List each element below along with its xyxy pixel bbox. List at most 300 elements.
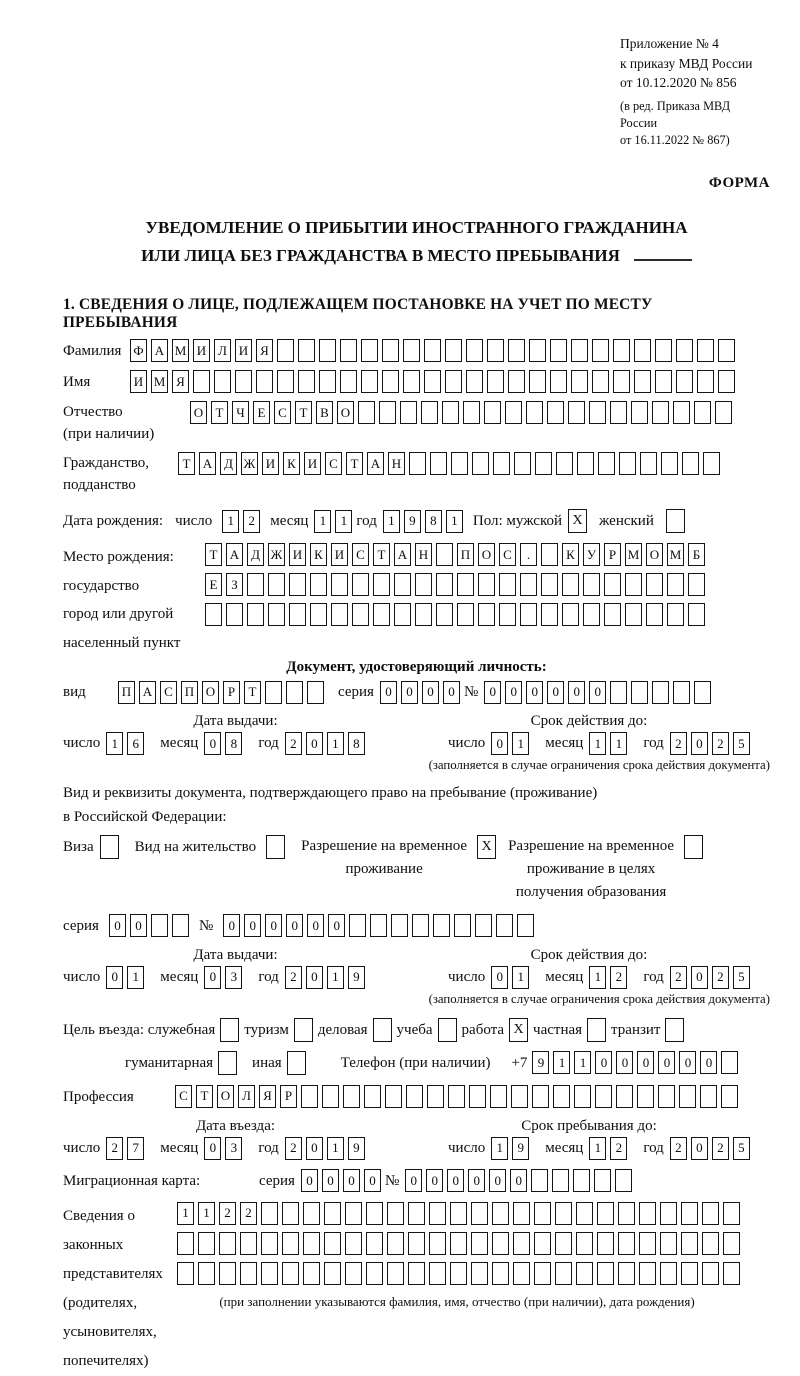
- char-cell[interactable]: [702, 1232, 719, 1255]
- char-cell[interactable]: [303, 1202, 320, 1225]
- char-cell[interactable]: [406, 1085, 423, 1108]
- char-cell[interactable]: Д: [220, 452, 237, 475]
- char-cell[interactable]: О: [478, 543, 495, 566]
- char-cell[interactable]: С: [352, 543, 369, 566]
- char-cell[interactable]: 0: [306, 732, 323, 755]
- char-cell[interactable]: [340, 339, 357, 362]
- char-cell[interactable]: [205, 603, 222, 626]
- char-cell[interactable]: Д: [247, 543, 264, 566]
- char-cell[interactable]: [352, 603, 369, 626]
- char-cell[interactable]: 0: [491, 966, 508, 989]
- char-cell[interactable]: М: [172, 339, 189, 362]
- char-cell[interactable]: Я: [259, 1085, 276, 1108]
- char-cell[interactable]: Е: [205, 573, 222, 596]
- purpose-work-checkbox[interactable]: X: [509, 1018, 528, 1042]
- char-cell[interactable]: Б: [688, 543, 705, 566]
- char-cell[interactable]: [577, 452, 594, 475]
- char-cell[interactable]: [715, 401, 732, 424]
- char-cell[interactable]: [340, 370, 357, 393]
- char-cell[interactable]: 1: [106, 732, 123, 755]
- char-cell[interactable]: [442, 401, 459, 424]
- char-cell[interactable]: С: [160, 681, 177, 704]
- char-cell[interactable]: [427, 1085, 444, 1108]
- char-cell[interactable]: 0: [489, 1169, 506, 1192]
- char-cell[interactable]: [301, 1085, 318, 1108]
- char-cell[interactable]: [436, 603, 453, 626]
- char-cell[interactable]: 9: [512, 1137, 529, 1160]
- char-cell[interactable]: [673, 681, 690, 704]
- char-cell[interactable]: Т: [205, 543, 222, 566]
- char-cell[interactable]: [394, 573, 411, 596]
- char-cell[interactable]: [694, 681, 711, 704]
- char-cell[interactable]: Е: [253, 401, 270, 424]
- char-cell[interactable]: 1: [222, 510, 239, 533]
- char-cell[interactable]: [613, 370, 630, 393]
- char-cell[interactable]: Л: [214, 339, 231, 362]
- char-cell[interactable]: 3: [225, 966, 242, 989]
- char-cell[interactable]: 9: [348, 966, 365, 989]
- char-cell[interactable]: Н: [415, 543, 432, 566]
- char-cell[interactable]: [625, 603, 642, 626]
- char-cell[interactable]: И: [262, 452, 279, 475]
- char-cell[interactable]: [723, 1232, 740, 1255]
- char-cell[interactable]: [511, 1085, 528, 1108]
- char-cell[interactable]: Ж: [268, 543, 285, 566]
- purpose-study-checkbox[interactable]: [438, 1018, 457, 1042]
- char-cell[interactable]: [409, 452, 426, 475]
- char-cell[interactable]: Я: [172, 370, 189, 393]
- char-cell[interactable]: 1: [610, 732, 627, 755]
- char-cell[interactable]: [364, 1085, 381, 1108]
- edu-permit-checkbox[interactable]: [684, 835, 703, 859]
- char-cell[interactable]: [520, 603, 537, 626]
- char-cell[interactable]: 0: [447, 1169, 464, 1192]
- char-cell[interactable]: [553, 1085, 570, 1108]
- char-cell[interactable]: [723, 1262, 740, 1285]
- char-cell[interactable]: 2: [670, 732, 687, 755]
- char-cell[interactable]: 8: [425, 510, 442, 533]
- char-cell[interactable]: [463, 401, 480, 424]
- char-cell[interactable]: 1: [383, 510, 400, 533]
- char-cell[interactable]: [562, 603, 579, 626]
- char-cell[interactable]: [247, 573, 264, 596]
- char-cell[interactable]: 1: [512, 966, 529, 989]
- char-cell[interactable]: 0: [443, 681, 460, 704]
- char-cell[interactable]: 1: [491, 1137, 508, 1160]
- char-cell[interactable]: 0: [106, 966, 123, 989]
- char-cell[interactable]: [219, 1232, 236, 1255]
- char-cell[interactable]: [646, 573, 663, 596]
- char-cell[interactable]: [520, 573, 537, 596]
- char-cell[interactable]: [492, 1202, 509, 1225]
- char-cell[interactable]: [618, 1232, 635, 1255]
- char-cell[interactable]: [400, 401, 417, 424]
- char-cell[interactable]: [429, 1232, 446, 1255]
- char-cell[interactable]: [466, 370, 483, 393]
- char-cell[interactable]: 2: [243, 510, 260, 533]
- char-cell[interactable]: [532, 1085, 549, 1108]
- char-cell[interactable]: И: [130, 370, 147, 393]
- char-cell[interactable]: 2: [106, 1137, 123, 1160]
- char-cell[interactable]: [430, 452, 447, 475]
- char-cell[interactable]: [387, 1262, 404, 1285]
- char-cell[interactable]: [652, 681, 669, 704]
- char-cell[interactable]: 0: [343, 1169, 360, 1192]
- visa-checkbox[interactable]: [100, 835, 119, 859]
- char-cell[interactable]: [394, 603, 411, 626]
- char-cell[interactable]: [604, 573, 621, 596]
- char-cell[interactable]: [681, 1202, 698, 1225]
- char-cell[interactable]: Ф: [130, 339, 147, 362]
- char-cell[interactable]: [702, 1262, 719, 1285]
- char-cell[interactable]: [282, 1262, 299, 1285]
- char-cell[interactable]: [319, 370, 336, 393]
- char-cell[interactable]: [387, 1232, 404, 1255]
- char-cell[interactable]: 0: [616, 1051, 633, 1074]
- sex-female-checkbox[interactable]: [666, 509, 685, 533]
- char-cell[interactable]: 8: [225, 732, 242, 755]
- char-cell[interactable]: [652, 401, 669, 424]
- char-cell[interactable]: [478, 603, 495, 626]
- char-cell[interactable]: 2: [712, 732, 729, 755]
- char-cell[interactable]: 9: [532, 1051, 549, 1074]
- char-cell[interactable]: П: [181, 681, 198, 704]
- char-cell[interactable]: [573, 1169, 590, 1192]
- char-cell[interactable]: 0: [364, 1169, 381, 1192]
- char-cell[interactable]: Т: [373, 543, 390, 566]
- char-cell[interactable]: [555, 1202, 572, 1225]
- char-cell[interactable]: [324, 1232, 341, 1255]
- char-cell[interactable]: [513, 1262, 530, 1285]
- char-cell[interactable]: [667, 573, 684, 596]
- char-cell[interactable]: [661, 452, 678, 475]
- char-cell[interactable]: [151, 914, 168, 937]
- char-cell[interactable]: [660, 1202, 677, 1225]
- char-cell[interactable]: 0: [510, 1169, 527, 1192]
- char-cell[interactable]: К: [310, 543, 327, 566]
- char-cell[interactable]: 0: [426, 1169, 443, 1192]
- char-cell[interactable]: П: [457, 543, 474, 566]
- char-cell[interactable]: 0: [244, 914, 261, 937]
- char-cell[interactable]: 1: [589, 1137, 606, 1160]
- char-cell[interactable]: 2: [712, 1137, 729, 1160]
- char-cell[interactable]: [681, 1262, 698, 1285]
- char-cell[interactable]: [592, 339, 609, 362]
- char-cell[interactable]: Т: [211, 401, 228, 424]
- char-cell[interactable]: М: [625, 543, 642, 566]
- char-cell[interactable]: [597, 1262, 614, 1285]
- char-cell[interactable]: [331, 573, 348, 596]
- char-cell[interactable]: [445, 339, 462, 362]
- char-cell[interactable]: А: [226, 543, 243, 566]
- char-cell[interactable]: [639, 1202, 656, 1225]
- char-cell[interactable]: Ч: [232, 401, 249, 424]
- char-cell[interactable]: [552, 1169, 569, 1192]
- char-cell[interactable]: [415, 573, 432, 596]
- char-cell[interactable]: [598, 452, 615, 475]
- char-cell[interactable]: [172, 914, 189, 937]
- char-cell[interactable]: [324, 1262, 341, 1285]
- char-cell[interactable]: [529, 339, 546, 362]
- purpose-transit-checkbox[interactable]: [665, 1018, 684, 1042]
- char-cell[interactable]: 2: [285, 966, 302, 989]
- char-cell[interactable]: 0: [307, 914, 324, 937]
- char-cell[interactable]: 0: [301, 1169, 318, 1192]
- char-cell[interactable]: [240, 1232, 257, 1255]
- char-cell[interactable]: [345, 1262, 362, 1285]
- char-cell[interactable]: 2: [610, 966, 627, 989]
- char-cell[interactable]: 0: [468, 1169, 485, 1192]
- char-cell[interactable]: К: [562, 543, 579, 566]
- char-cell[interactable]: Я: [256, 339, 273, 362]
- char-cell[interactable]: 0: [491, 732, 508, 755]
- char-cell[interactable]: [448, 1085, 465, 1108]
- char-cell[interactable]: [660, 1232, 677, 1255]
- char-cell[interactable]: 1: [198, 1202, 215, 1225]
- char-cell[interactable]: 0: [405, 1169, 422, 1192]
- char-cell[interactable]: [616, 1085, 633, 1108]
- char-cell[interactable]: 9: [348, 1137, 365, 1160]
- char-cell[interactable]: [310, 603, 327, 626]
- char-cell[interactable]: [721, 1051, 738, 1074]
- char-cell[interactable]: [700, 1085, 717, 1108]
- char-cell[interactable]: 2: [712, 966, 729, 989]
- char-cell[interactable]: 0: [204, 1137, 221, 1160]
- char-cell[interactable]: [403, 339, 420, 362]
- char-cell[interactable]: 0: [328, 914, 345, 937]
- char-cell[interactable]: К: [283, 452, 300, 475]
- char-cell[interactable]: [646, 603, 663, 626]
- char-cell[interactable]: С: [175, 1085, 192, 1108]
- char-cell[interactable]: [358, 401, 375, 424]
- char-cell[interactable]: [505, 401, 522, 424]
- char-cell[interactable]: [408, 1232, 425, 1255]
- char-cell[interactable]: 2: [670, 1137, 687, 1160]
- char-cell[interactable]: [541, 573, 558, 596]
- char-cell[interactable]: [408, 1262, 425, 1285]
- char-cell[interactable]: [177, 1262, 194, 1285]
- char-cell[interactable]: [472, 452, 489, 475]
- char-cell[interactable]: [322, 1085, 339, 1108]
- char-cell[interactable]: 2: [285, 732, 302, 755]
- char-cell[interactable]: С: [325, 452, 342, 475]
- char-cell[interactable]: [487, 339, 504, 362]
- char-cell[interactable]: [429, 1262, 446, 1285]
- char-cell[interactable]: [604, 603, 621, 626]
- char-cell[interactable]: Т: [346, 452, 363, 475]
- char-cell[interactable]: Ж: [241, 452, 258, 475]
- char-cell[interactable]: [282, 1202, 299, 1225]
- char-cell[interactable]: [534, 1262, 551, 1285]
- char-cell[interactable]: [307, 681, 324, 704]
- char-cell[interactable]: [640, 452, 657, 475]
- purpose-business-checkbox[interactable]: [373, 1018, 392, 1042]
- char-cell[interactable]: 0: [679, 1051, 696, 1074]
- char-cell[interactable]: [513, 1202, 530, 1225]
- char-cell[interactable]: Т: [178, 452, 195, 475]
- char-cell[interactable]: И: [193, 339, 210, 362]
- char-cell[interactable]: 1: [127, 966, 144, 989]
- char-cell[interactable]: [576, 1202, 593, 1225]
- char-cell[interactable]: [655, 339, 672, 362]
- char-cell[interactable]: 5: [733, 1137, 750, 1160]
- char-cell[interactable]: И: [235, 339, 252, 362]
- char-cell[interactable]: [487, 370, 504, 393]
- char-cell[interactable]: [697, 339, 714, 362]
- char-cell[interactable]: Т: [196, 1085, 213, 1108]
- char-cell[interactable]: О: [337, 401, 354, 424]
- char-cell[interactable]: [475, 914, 492, 937]
- char-cell[interactable]: [723, 1202, 740, 1225]
- char-cell[interactable]: [550, 339, 567, 362]
- char-cell[interactable]: [424, 370, 441, 393]
- char-cell[interactable]: [198, 1232, 215, 1255]
- char-cell[interactable]: [531, 1169, 548, 1192]
- char-cell[interactable]: 5: [733, 732, 750, 755]
- char-cell[interactable]: [373, 573, 390, 596]
- char-cell[interactable]: [634, 339, 651, 362]
- char-cell[interactable]: 0: [547, 681, 564, 704]
- char-cell[interactable]: [382, 370, 399, 393]
- char-cell[interactable]: [373, 603, 390, 626]
- char-cell[interactable]: [226, 603, 243, 626]
- char-cell[interactable]: [592, 370, 609, 393]
- char-cell[interactable]: 0: [505, 681, 522, 704]
- char-cell[interactable]: .: [520, 543, 537, 566]
- char-cell[interactable]: [547, 401, 564, 424]
- char-cell[interactable]: [535, 452, 552, 475]
- char-cell[interactable]: [424, 339, 441, 362]
- char-cell[interactable]: [298, 370, 315, 393]
- char-cell[interactable]: [349, 914, 366, 937]
- char-cell[interactable]: [576, 1232, 593, 1255]
- char-cell[interactable]: [319, 339, 336, 362]
- char-cell[interactable]: [268, 573, 285, 596]
- char-cell[interactable]: 1: [177, 1202, 194, 1225]
- char-cell[interactable]: [289, 573, 306, 596]
- char-cell[interactable]: [484, 401, 501, 424]
- char-cell[interactable]: [514, 452, 531, 475]
- char-cell[interactable]: С: [274, 401, 291, 424]
- char-cell[interactable]: [256, 370, 273, 393]
- char-cell[interactable]: [366, 1202, 383, 1225]
- char-cell[interactable]: [436, 573, 453, 596]
- char-cell[interactable]: [697, 370, 714, 393]
- char-cell[interactable]: [261, 1262, 278, 1285]
- char-cell[interactable]: [298, 339, 315, 362]
- char-cell[interactable]: О: [217, 1085, 234, 1108]
- char-cell[interactable]: [681, 1232, 698, 1255]
- char-cell[interactable]: [286, 681, 303, 704]
- char-cell[interactable]: [493, 452, 510, 475]
- char-cell[interactable]: [492, 1232, 509, 1255]
- char-cell[interactable]: [618, 1202, 635, 1225]
- char-cell[interactable]: О: [646, 543, 663, 566]
- char-cell[interactable]: Л: [238, 1085, 255, 1108]
- char-cell[interactable]: 0: [322, 1169, 339, 1192]
- char-cell[interactable]: [345, 1202, 362, 1225]
- char-cell[interactable]: [610, 401, 627, 424]
- char-cell[interactable]: [673, 401, 690, 424]
- purpose-other-checkbox[interactable]: [287, 1051, 306, 1075]
- char-cell[interactable]: 0: [265, 914, 282, 937]
- char-cell[interactable]: [613, 339, 630, 362]
- char-cell[interactable]: З: [226, 573, 243, 596]
- char-cell[interactable]: [324, 1202, 341, 1225]
- char-cell[interactable]: [366, 1232, 383, 1255]
- char-cell[interactable]: 2: [670, 966, 687, 989]
- char-cell[interactable]: 0: [306, 966, 323, 989]
- char-cell[interactable]: 0: [306, 1137, 323, 1160]
- char-cell[interactable]: [703, 452, 720, 475]
- residence-permit-checkbox[interactable]: [266, 835, 285, 859]
- char-cell[interactable]: [631, 681, 648, 704]
- char-cell[interactable]: 0: [286, 914, 303, 937]
- char-cell[interactable]: [550, 370, 567, 393]
- char-cell[interactable]: [403, 370, 420, 393]
- char-cell[interactable]: 1: [327, 966, 344, 989]
- char-cell[interactable]: [534, 1232, 551, 1255]
- char-cell[interactable]: [583, 603, 600, 626]
- char-cell[interactable]: [625, 573, 642, 596]
- char-cell[interactable]: 0: [422, 681, 439, 704]
- char-cell[interactable]: [370, 914, 387, 937]
- purpose-official-checkbox[interactable]: [220, 1018, 239, 1042]
- char-cell[interactable]: Р: [280, 1085, 297, 1108]
- char-cell[interactable]: 0: [568, 681, 585, 704]
- purpose-tourism-checkbox[interactable]: [294, 1018, 313, 1042]
- char-cell[interactable]: 0: [637, 1051, 654, 1074]
- char-cell[interactable]: [235, 370, 252, 393]
- char-cell[interactable]: [471, 1232, 488, 1255]
- char-cell[interactable]: 0: [204, 966, 221, 989]
- char-cell[interactable]: 0: [380, 681, 397, 704]
- char-cell[interactable]: [445, 370, 462, 393]
- char-cell[interactable]: [597, 1202, 614, 1225]
- char-cell[interactable]: [385, 1085, 402, 1108]
- char-cell[interactable]: С: [499, 543, 516, 566]
- char-cell[interactable]: [610, 681, 627, 704]
- char-cell[interactable]: А: [394, 543, 411, 566]
- char-cell[interactable]: И: [331, 543, 348, 566]
- char-cell[interactable]: [265, 681, 282, 704]
- char-cell[interactable]: [412, 914, 429, 937]
- char-cell[interactable]: [556, 452, 573, 475]
- char-cell[interactable]: [366, 1262, 383, 1285]
- char-cell[interactable]: Н: [388, 452, 405, 475]
- char-cell[interactable]: 0: [130, 914, 147, 937]
- char-cell[interactable]: [718, 339, 735, 362]
- char-cell[interactable]: Р: [223, 681, 240, 704]
- char-cell[interactable]: А: [367, 452, 384, 475]
- char-cell[interactable]: [529, 370, 546, 393]
- char-cell[interactable]: 2: [285, 1137, 302, 1160]
- char-cell[interactable]: [631, 401, 648, 424]
- char-cell[interactable]: [193, 370, 210, 393]
- char-cell[interactable]: [478, 573, 495, 596]
- char-cell[interactable]: [492, 1262, 509, 1285]
- char-cell[interactable]: 8: [348, 732, 365, 755]
- char-cell[interactable]: 0: [401, 681, 418, 704]
- char-cell[interactable]: 1: [314, 510, 331, 533]
- char-cell[interactable]: [310, 573, 327, 596]
- char-cell[interactable]: [682, 452, 699, 475]
- char-cell[interactable]: [562, 573, 579, 596]
- temp-permit-checkbox[interactable]: X: [477, 835, 496, 859]
- char-cell[interactable]: [634, 370, 651, 393]
- char-cell[interactable]: 1: [512, 732, 529, 755]
- char-cell[interactable]: 0: [204, 732, 221, 755]
